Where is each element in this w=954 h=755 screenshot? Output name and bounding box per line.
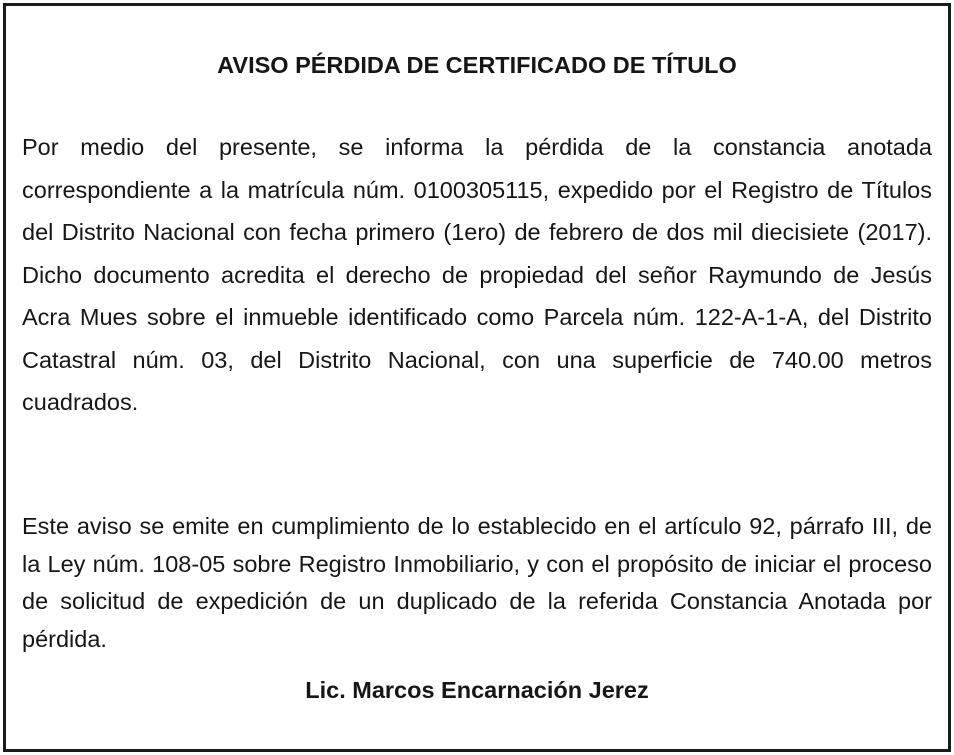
notice-title: AVISO PÉRDIDA DE CERTIFICADO DE TÍTULO [217,52,737,78]
notice-body-paragraph: Por medio del presente, se informa la pérdida de la constancia anotada correspondiente a la matrícula núm. 0100305115, expedido por el Registro de Títulos del Distrito Nacional con fecha primero (1ero) de febrero de dos mil diecisiete (2017). Dicho documento acredita el derecho de propiedad del señor Raymundo de Jesús Acra Mues sobre el inmueble identificado como Parcela núm. 122-A-1-A, del Distrito Catastral núm. 03, del Distrito Nacional, con una superficie de 740.00 metros cuadrados. [22,134,932,415]
legal-basis-paragraph: Este aviso se emite en cumplimiento de lo establecido en el artículo 92, párrafo III, de la Ley núm. 108-05 sobre Registro Inmobiliario, y con el propósito de iniciar el proceso de solicitud de expedición de un duplicado de la referida Constancia Anotada por pérdida. [22,513,932,652]
notice-frame [3,3,951,752]
notice-content [22,6,932,749]
signatory-name: Lic. Marcos Encarnación Jerez [305,677,649,703]
